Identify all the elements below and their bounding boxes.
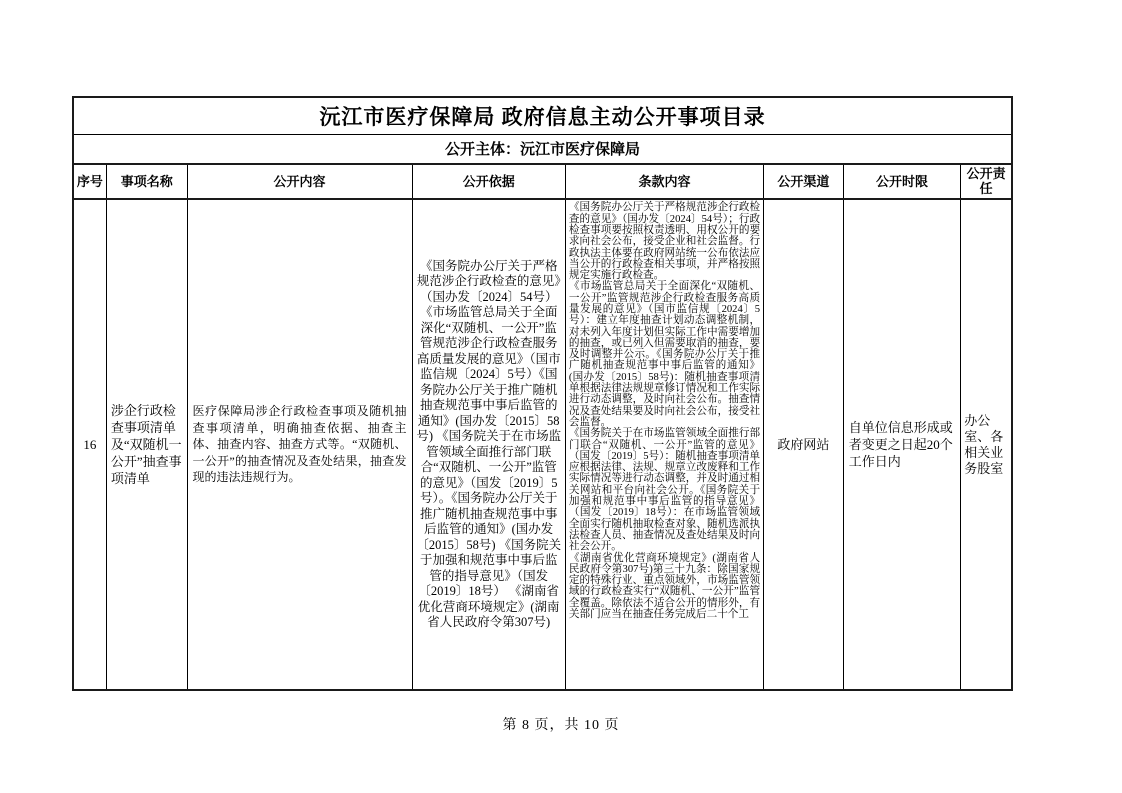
- header-time-limit: 公开时限: [844, 165, 962, 199]
- clause-paragraph: 《国务院关于在市场监管领域全面推行部门联合“双随机、一公开”监管的意见》（国发〔2019〕5号）：随机抽查事项清单应根据法律、法规、规章立改废释和工作实际情况等进行动态调整，并及时通过相关网站和平台向社会公开。《国务院关于加强和规范事中事后监管的指导意见》（国发〔2019〕18号）：在市场监管领域全面实行随机抽取检查对象、随机选派执法检查人员、抽查情况及查处结果及时向社会公开。: [568, 428, 761, 553]
- table-row: [74, 200, 1011, 689]
- cell-responsibility: [961, 200, 1011, 689]
- header-channel: 公开渠道: [764, 165, 844, 199]
- cell-basis: [413, 200, 566, 689]
- cell-channel: [764, 200, 844, 689]
- cell-seq: [74, 200, 107, 689]
- item-name-value: 涉企行政检查事项清单及“双随机一公开”抽查事项清单: [110, 403, 182, 487]
- header-clauses: 条款内容: [566, 165, 764, 199]
- publisher-title: 公开主体：沅江市医疗保障局: [444, 142, 640, 159]
- time-limit-value: 自单位信息形成或者变更之日起20个工作日内: [848, 420, 953, 470]
- clause-paragraph: 《市场监管总局关于全面深化“双随机、一公开”监管规范涉企行政检查服务高质量发展的意见》（国市监信规〔2024〕5号）：建立年度抽查计划动态调整机制，对未列入年度计划但实际工作中需要增加的抽查，或已列入但需要取消的抽查，要及时调整并公示。《国务院办公厅关于推广随机抽查规范事中事后监管的通知》(国办发〔2015〕58号)：随机抽查事项清单根据法律法规规章修订情况和工作实际进行动态调整，及时向社会公布。抽查情况及查处结果要及时向社会公布，接受社会监督。: [568, 281, 761, 428]
- cell-clauses: [566, 200, 764, 689]
- table-header-row: [74, 165, 1011, 201]
- document-title: 沅江市医疗保障局 政府信息主动公开事项目录: [319, 104, 766, 129]
- clauses-value: [566, 200, 763, 620]
- channel-value: 政府网站: [777, 437, 830, 453]
- header-item-name: 事项名称: [107, 165, 188, 199]
- header-responsibility: 公开责任: [966, 166, 1006, 197]
- seq-value: 16: [83, 437, 97, 453]
- cell-time-limit: [844, 200, 962, 689]
- title-row: [74, 98, 1011, 135]
- header-basis: 公开依据: [413, 165, 566, 199]
- header-seq: 序号: [74, 165, 107, 199]
- responsibility-value: 办公室、各相关业务股室: [964, 412, 1004, 476]
- clause-paragraph: 《湖南省优化营商环境规定》(湖南省人民政府令第307号)第三十九条：除国家规定的特殊行业、重点领域外，市场监管领域的行政检查实行“双随机、一公开”监管全覆盖。除依法不适合公开的情形外，有关部门应当在抽查任务完成后二十个工: [568, 552, 761, 621]
- cell-item-name: [107, 200, 188, 689]
- content-value: 医疗保障局涉企行政检查事项及随机抽查事项清单，明确抽查依据、抽查主体、抽查内容、抽查方式等。“双随机、一公开”的抽查情况及查处结果，抽查发现的违法违规行为。: [192, 404, 407, 485]
- basis-value: 《国务院办公厅关于严格规范涉企行政检查的意见》（国办发〔2024〕54号） 《市场监管总局关于全面深化“双随机、一公开”监管规范涉企行政检查服务高质量发展的意见》（国市监信规〔2024〕5号）《国务院办公厅关于推广随机抽查规范事中事后监管的通知》(国办发〔2015〕58号) 《国务院关于在市场监管领域全面推行部门联合“双随机、一公开”监管的意见》（国发〔2019〕5号）。《国务院办公厅关于推广随机抽查规范事中事后监管的通知》(国办发〔2015〕58号) 《国务院关于加强和规范事中事后监管的指导意见》（国发〔2019〕18号） 《湖南省优化营商环境规定》(湖南省人民政府令第307号): [416, 258, 562, 630]
- clause-paragraph: 《国务院办公厅关于严格规范涉企行政检查的意见》（国办发〔2024〕54号）；行政检查事项要按照权责透明、用权公开的要求向社会公布，接受企业和社会监督。行政执法主体要在政府网站统一公布依法应当公开的行政检查相关事项，并严格按照规定实施行政检查。: [568, 202, 761, 282]
- page-number: 第 8 页，共 10 页: [502, 718, 620, 733]
- cell-content: [188, 200, 413, 689]
- disclosure-catalog-table: [72, 96, 1013, 691]
- header-content: 公开内容: [188, 165, 413, 199]
- publisher-row: [74, 135, 1011, 165]
